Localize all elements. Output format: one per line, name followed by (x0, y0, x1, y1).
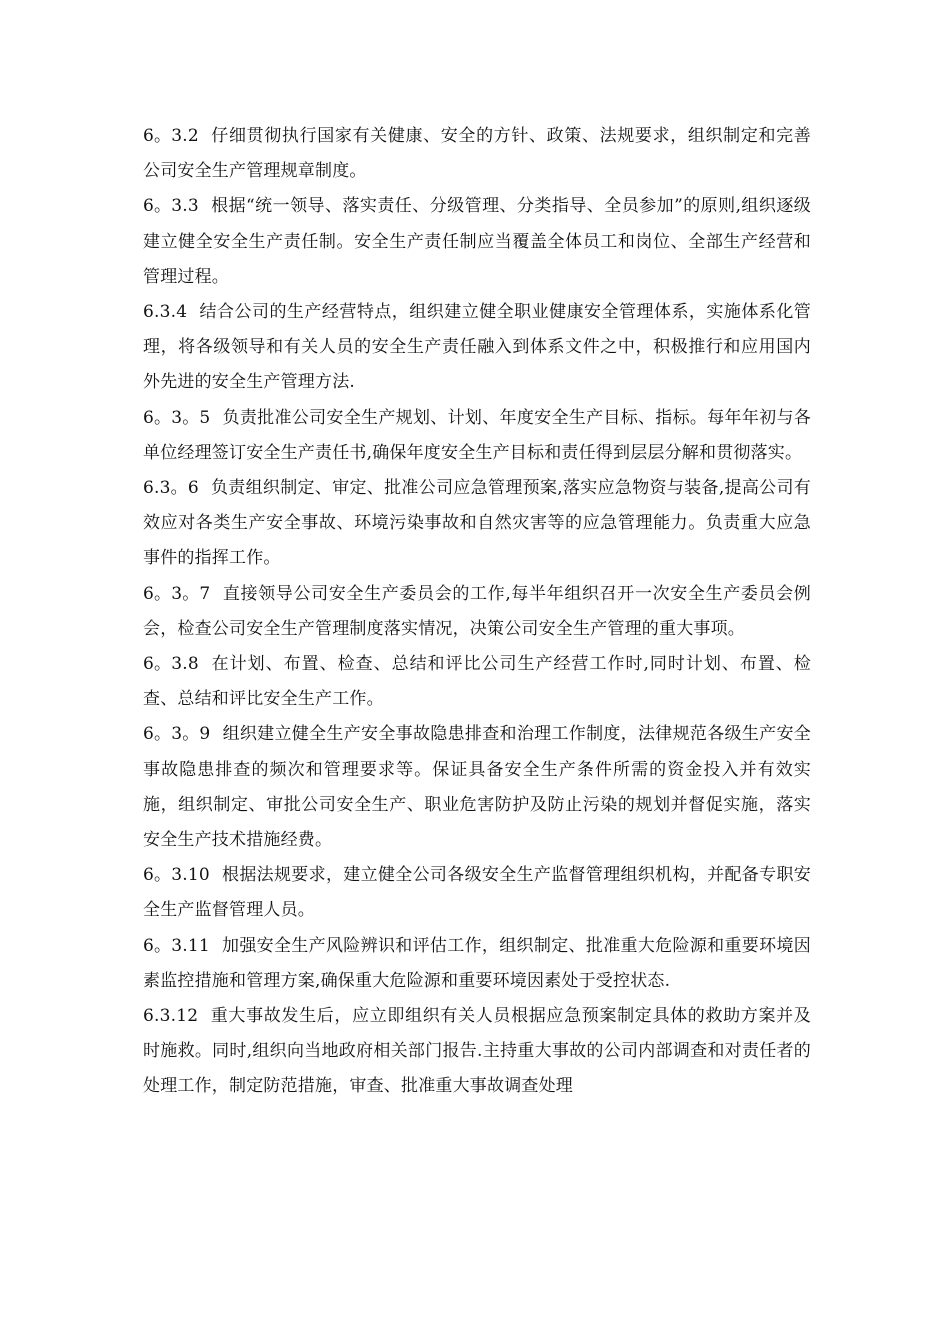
clause-number: 6。3。9 (143, 724, 211, 745)
clause-number: 6.3.12 (143, 1006, 199, 1027)
paragraph-6-3-7 (143, 577, 811, 647)
clause-text: 重大事故发生后，应立即组织有关人员根据应急预案制定具体的救助方案并及时施救。同时,组织向当地政府相关部门报告.主持重大事故的公司内部调查和对责任者的处理工作，制定防范措施，审查、批准重大事故调查处理 (143, 1006, 811, 1097)
clause-text: 组织建立健全生产安全事故隐患排查和治理工作制度，法律规范各级生产安全事故隐患排查的频次和管理要求等。保证具备安全生产条件所需的资金投入并有效实施，组织制定、审批公司安全生产、职业危害防护及防止污染的规划并督促实施，落实安全生产技术措施经费。 (143, 724, 811, 851)
clause-text: 根据“统一领导、落实责任、分级管理、分类指导、全员参加”的原则,组织逐级建立健全安全生产责任制。安全生产责任制应当覆盖全体员工和岗位、全部生产经营和管理过程。 (143, 196, 811, 287)
paragraph-6-3-5 (143, 401, 811, 471)
clause-text: 在计划、布置、检查、总结和评比公司生产经营工作时,同时计划、布置、检查、总结和评比安全生产工作。 (143, 654, 811, 710)
clause-number: 6。3.3 (143, 196, 199, 217)
clause-text: 负责批准公司安全生产规划、计划、年度安全生产目标、指标。每年年初与各单位经理签订安全生产责任书,确保年度安全生产目标和责任得到层层分解和贯彻落实。 (143, 407, 811, 463)
clause-number: 6。3.11 (143, 935, 210, 956)
clause-number: 6.3。6 (143, 478, 199, 499)
clause-text: 加强安全生产风险辨识和评估工作，组织制定、批准重大危险源和重要环境因素监控措施和管理方案,确保重大危险源和重要环境因素处于受控状态. (143, 935, 811, 991)
clause-text: 直接领导公司安全生产委员会的工作,每半年组织召开一次安全生产委员会例会，检查公司安全生产管理制度落实情况，决策公司安全生产管理的重大事项。 (143, 583, 811, 639)
paragraph-6-3-3 (143, 189, 811, 295)
paragraph-6-3-2 (143, 119, 811, 189)
clause-number: 6。3。5 (143, 407, 211, 428)
paragraph-6-3-8 (143, 647, 811, 717)
document-body (143, 119, 811, 1105)
paragraph-6-3-4 (143, 295, 811, 401)
paragraph-6-3-6 (143, 471, 811, 577)
paragraph-6-3-12 (143, 999, 811, 1105)
clause-number: 6。3.8 (143, 654, 199, 675)
clause-number: 6。3.2 (143, 126, 199, 146)
clause-text: 根据法规要求，建立健全公司各级安全生产监督管理组织机构，并配备专职安全生产监督管理人员。 (143, 865, 811, 921)
clause-text: 结合公司的生产经营特点，组织建立健全职业健康安全管理体系，实施体系化管理，将各级领导和有关人员的安全生产责任融入到体系文件之中，积极推行和应用国内外先进的安全生产管理方法. (143, 302, 811, 393)
clause-text: 仔细贯彻执行国家有关健康、安全的方针、政策、法规要求，组织制定和完善公司安全生产管理规章制度。 (143, 126, 811, 182)
clause-text: 负责组织制定、审定、批准公司应急管理预案,落实应急物资与装备,提高公司有效应对各类生产安全事故、环境污染事故和自然灾害等的应急管理能力。负责重大应急事件的指挥工作。 (143, 478, 811, 569)
paragraph-6-3-9 (143, 717, 811, 858)
paragraph-6-3-10 (143, 858, 811, 928)
clause-number: 6。3。7 (143, 583, 211, 604)
clause-number: 6.3.4 (143, 302, 188, 323)
paragraph-6-3-11 (143, 929, 811, 999)
clause-number: 6。3.10 (143, 865, 210, 886)
